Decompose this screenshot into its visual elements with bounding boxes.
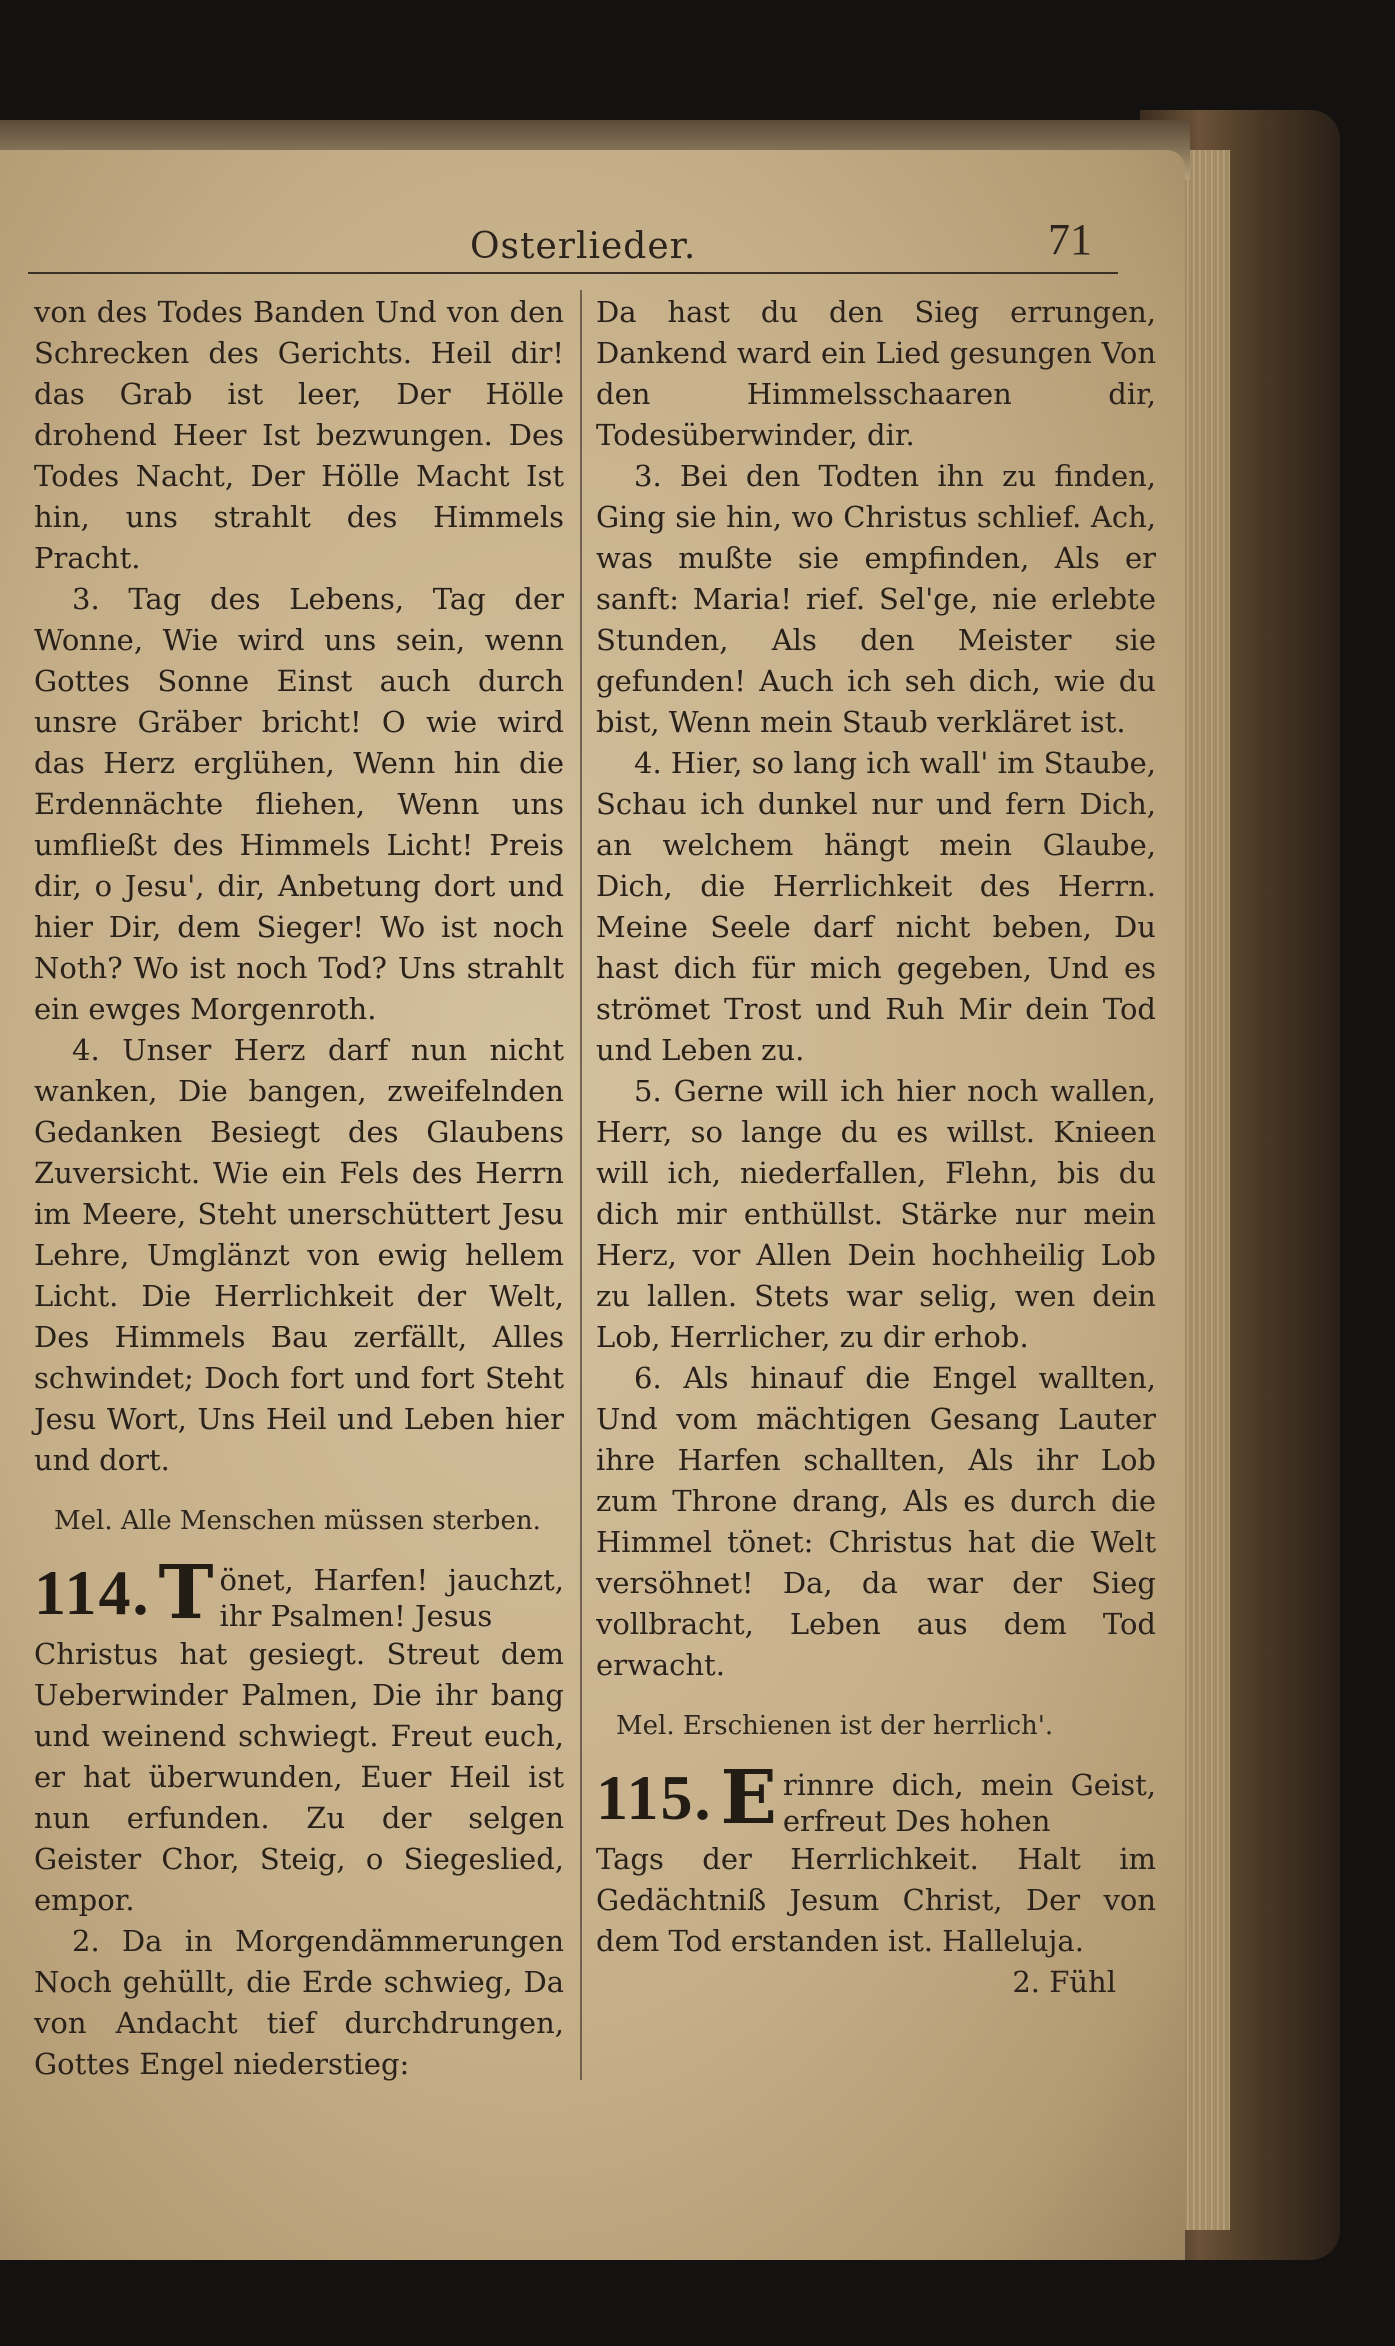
running-header: Osterlieder. <box>470 226 697 267</box>
hymn-114-verse-1: Christus hat gesiegt. Streut dem Ueberwinder Palmen, Die ihr bang und weinend schwiegt. Freut euch, er hat überwunden, Euer Heil ist nun erfunden. Zu der selgen Geister Chor, Steig, o Siegeslied, empor. <box>34 1637 564 1917</box>
hymn-114-verse-2: 2. Da in Morgendämmerungen Noch gehüllt, die Erde schwieg, Da von Andacht tief durchdrungen, Gottes Engel niederstieg: <box>34 1924 564 2081</box>
header-rule <box>28 272 1118 274</box>
verse-5: 5. Gerne will ich hier noch wallen, Herr, so lange du es willst. Knieen will ich, niederfallen, Flehn, bis du dich mir enthüllst. Stärke nur mein Herz, vor Allen Dein hochheilig Lob zu lallen. Stets war selig, wen dein Lob, Herrlicher, zu dir erhob. <box>596 1074 1156 1354</box>
hymn-115-verse-1: Tags der Herrlichkeit. Halt im Gedächtniß Jesum Christ, Der von dem Tod erstanden ist. Halleluja. <box>596 1842 1156 1958</box>
drop-cap: T <box>158 1550 214 1636</box>
hymn-114-start <box>34 1550 564 1636</box>
left-column <box>34 292 564 2085</box>
hymn-115-start <box>596 1755 1156 1841</box>
right-column <box>596 292 1156 2003</box>
verse-6: 6. Als hinauf die Engel wallten, Und vom mächtigen Gesang Lauter ihre Harfen schallten, Als ihr Lob zum Throne drang, Als es durch die Himmel tönet: Christus hat die Welt versöhnet! Da, da war der Sieg vollbracht, Leben aus dem Tod erwacht. <box>596 1361 1156 1682</box>
page-number: 71 <box>1048 215 1092 264</box>
hymn-first-line: rinnre dich, mein Geist, erfreut Des hohen <box>782 1768 1156 1838</box>
drop-cap: E <box>720 1755 777 1841</box>
verse-4: 4. Hier, so lang ich wall' im Staube, Schau ich dunkel nur und fern Dich, an welchem hängt mein Glaube, Dich, die Herrlichkeit des Herrn. Meine Seele darf nicht beben, Du hast dich für mich gegeben, Und es strömet Trost und Ruh Mir dein Tod und Leben zu. <box>596 746 1156 1067</box>
hymn-number: 114. <box>34 1557 151 1628</box>
melody-line: Mel. Alle Menschen müssen sterben. <box>54 1506 541 1536</box>
melody-line: Mel. Erschienen ist der herrlich'. <box>616 1711 1054 1741</box>
verse-2-end: Da hast du den Sieg errungen, Dankend ward ein Lied gesungen Von den Himmelsschaaren dir, Todesüberwinder, dir. <box>596 295 1156 452</box>
hymn-first-line: önet, Harfen! jauchzt, ihr Psalmen! Jesus <box>219 1563 564 1633</box>
verse-4: 4. Unser Herz darf nun nicht wanken, Die bangen, zweifelnden Gedanken Besiegt des Glaubens Zuversicht. Wie ein Fels des Herrn im Meere, Steht unerschüttert Jesu Lehre, Umglänzt von ewig hellem Licht. Die Herrlichkeit der Welt, Des Himmels Bau zerfällt, Alles schwindet; Doch fort und fort Steht Jesu Wort, Uns Heil und Leben hier und dort. <box>34 1033 564 1477</box>
column-divider <box>580 290 582 2080</box>
verse-3: 3. Bei den Todten ihn zu finden, Ging sie hin, wo Christus schlief. Ach, was mußte sie empfinden, Als er sanft: Maria! rief. Sel'ge, nie erlebte Stunden, Als den Meister sie gefunden! Auch ich seh dich, wie du bist, Wenn mein Staub verkläret ist. <box>596 459 1156 739</box>
hymn-number: 115. <box>596 1762 713 1833</box>
verse-continuation: von des Todes Banden Und von den Schrecken des Gerichts. Heil dir! das Grab ist leer, Der Hölle drohend Heer Ist bezwungen. Des Todes Nacht, Der Hölle Macht Ist hin, uns strahlt des Himmels Pracht. <box>34 295 564 575</box>
verse-3: 3. Tag des Lebens, Tag der Wonne, Wie wird uns sein, wenn Gottes Sonne Einst auch durch unsre Gräber bricht! O wie wird das Herz erglühen, Wenn hin die Erdennächte fliehen, Wenn uns umfließt des Himmels Licht! Preis dir, o Jesu', dir, Anbetung dort und hier Dir, dem Sieger! Wo ist noch Noth? Wo ist noch Tod? Uns strahlt ein ewges Morgenroth. <box>34 582 564 1026</box>
catchword: 2. Fühl <box>1012 1965 1116 1999</box>
